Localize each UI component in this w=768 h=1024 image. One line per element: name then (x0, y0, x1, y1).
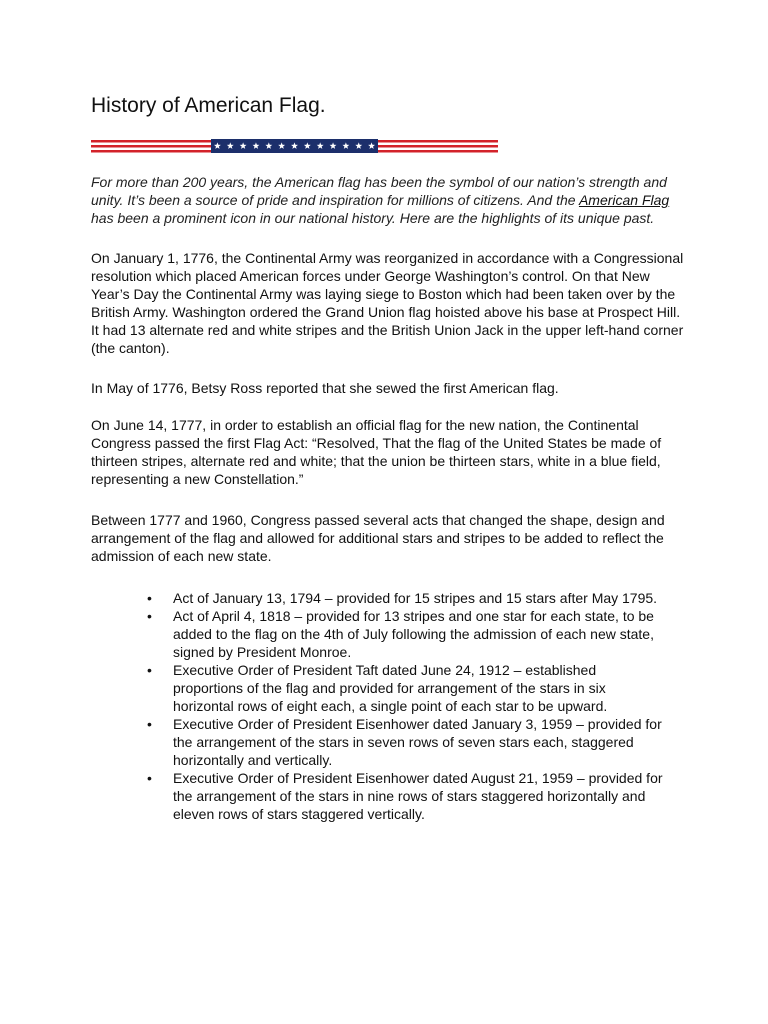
intro-paragraph (91, 173, 691, 227)
congress-acts-paragraph: Between 1777 and 1960, Congress passed several acts that changed the shape, design and arrangement of the flag and allowed for additional stars and stripes to be added to reflect the admission of each new state. (91, 512, 665, 564)
intro-text-start: For more than 200 years, the American flag has been the symbol of our nation’s strength and unity. It’s been a source of pride and inspiration for millions of citizens. And the (91, 174, 667, 208)
list-item-text: Executive Order of President Eisenhower dated January 3, 1959 – provided for the arrangement of the stars in seven rows of seven stars each, staggered horizontally and vertically. (173, 716, 662, 768)
list-item (147, 589, 667, 607)
bullet-icon: • (147, 716, 152, 732)
flag-acts-list (91, 589, 667, 823)
continental-army-paragraph: On January 1, 1776, the Continental Army was reorganized in accordance with a Congressional resolution which placed American forces under George Washington’s control. On that New Year’s Day the Continental Army was laying siege to Boston which had been taken over by the British Army. Washington ordered the Grand Union flag hoisted above his base at Prospect Hill. It had 13 alternate red and white stripes and the British Union Jack in the upper left-hand corner (the canton). (91, 250, 684, 356)
list-item-text: Executive Order of President Taft dated June 24, 1912 – established proportions of the flag and provided for arrangement of the stars in six horizontal rows of eight each, a single point of each star to be upward. (173, 662, 608, 714)
list-item-text: Act of April 4, 1818 – provided for 13 stripes and one star for each state, to be added to the flag on the 4th of July following the admission of each new state, signed by President Monroe. (173, 608, 654, 660)
bullet-icon: • (147, 770, 152, 786)
list-item (147, 769, 667, 823)
document-title: History of American Flag. (91, 94, 326, 117)
bullet-icon: • (147, 662, 152, 678)
list-item (147, 715, 667, 769)
betsy-ross-paragraph: In May of 1776, Betsy Ross reported that she sewed the first American flag. (91, 380, 559, 396)
list-item (147, 607, 667, 661)
list-item (147, 661, 667, 715)
bullet-icon: • (147, 590, 152, 606)
bullet-icon: • (147, 608, 152, 624)
list-item-text: Executive Order of President Eisenhower dated August 21, 1959 – provided for the arrangement of the stars in nine rows of stars staggered horizontally and eleven rows of stars staggered vertically. (173, 770, 663, 822)
list-item-text: Act of January 13, 1794 – provided for 15 stripes and 15 stars after May 1795. (173, 590, 658, 606)
document-page (91, 92, 691, 823)
flag-act-paragraph: On June 14, 1777, in order to establish an official flag for the new nation, the Continental Congress passed the first Flag Act: “Resolved, That the flag of the United States be made of thirteen stripes, alternate red and white; that the union be thirteen stars, white in a blue field, representing a new Constellation.” (91, 417, 662, 487)
american-flag-link[interactable]: American Flag (578, 192, 670, 208)
intro-text-end: has been a prominent icon in our national history. Here are the highlights of its unique past. (91, 210, 655, 226)
flag-stripe-divider-icon (91, 139, 498, 153)
